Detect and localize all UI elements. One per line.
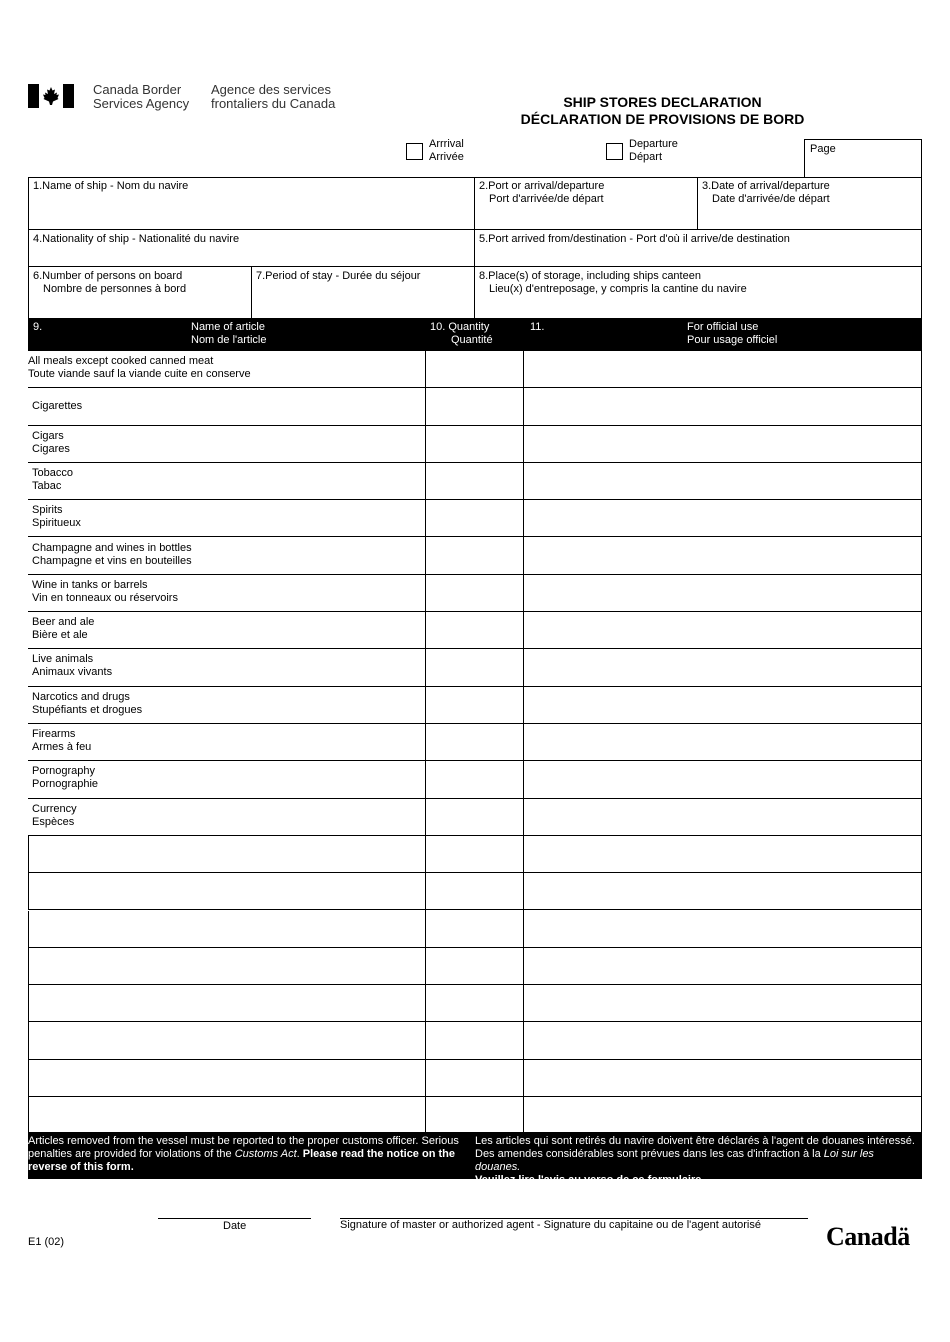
quantity-cell[interactable] xyxy=(426,351,523,387)
article-name-en: Firearms xyxy=(32,728,76,740)
article-name-cell[interactable] xyxy=(32,691,142,717)
persons-label-fr: Nombre de personnes à bord xyxy=(43,283,187,295)
table-row xyxy=(28,873,922,910)
article-name-fr: Champagne et vins en bouteilles xyxy=(32,554,192,567)
quantity-cell[interactable] xyxy=(426,575,523,611)
divider xyxy=(28,266,922,267)
official-use-cell[interactable] xyxy=(525,1022,922,1058)
notice-en-line3: reverse of this form. xyxy=(28,1161,134,1173)
quantity-cell[interactable] xyxy=(427,1022,524,1058)
article-name-en: Narcotics and drugs xyxy=(32,690,130,703)
persons-on-board-field[interactable] xyxy=(33,270,249,317)
quantity-cell[interactable] xyxy=(426,649,523,685)
storage-label-en: 8.Place(s) of storage, including ships canteen xyxy=(479,270,701,282)
table-row xyxy=(28,985,922,1022)
departure-label xyxy=(629,138,678,164)
quantity-cell[interactable] xyxy=(426,799,523,835)
article-name-en: Cigarettes xyxy=(32,400,83,413)
article-name-fr: Bière et ale xyxy=(32,629,88,642)
form-title-en: SHIP STORES DECLARATION xyxy=(563,94,762,110)
storage-place-field[interactable] xyxy=(479,270,920,317)
article-name-cell[interactable] xyxy=(28,355,251,381)
ship-name-field[interactable] xyxy=(33,180,471,226)
arrival-checkbox[interactable] xyxy=(406,143,423,160)
article-name-cell[interactable] xyxy=(32,542,192,568)
nationality-label: 4.Nationality of ship - Nationalité du navire xyxy=(33,233,240,245)
nationality-field[interactable] xyxy=(33,233,471,264)
page-label: Page xyxy=(810,143,836,155)
article-name-en: Wine in tanks or barrels xyxy=(32,578,148,591)
quantity-cell[interactable] xyxy=(426,612,523,648)
notice-en-bold: Please read the notice on the xyxy=(302,1148,455,1160)
agency-name-fr xyxy=(211,83,335,111)
article-name-en: Live animals xyxy=(32,653,94,666)
col9-number: 9. xyxy=(33,321,43,333)
official-use-cell[interactable] xyxy=(524,761,921,797)
table-row xyxy=(28,1060,922,1097)
date-field[interactable] xyxy=(702,180,920,226)
legal-notice-en xyxy=(28,1135,468,1174)
column-divider xyxy=(523,351,524,1132)
article-name-fr: Espèces xyxy=(32,815,75,828)
official-use-cell[interactable] xyxy=(525,911,922,947)
notice-fr-punct: . xyxy=(701,1174,705,1186)
table-right-border xyxy=(921,351,922,1132)
divider xyxy=(251,266,252,319)
quantity-cell[interactable] xyxy=(426,500,523,536)
port-label-fr: Port d'arrivée/de départ xyxy=(489,193,604,205)
quantity-cell[interactable] xyxy=(427,948,524,984)
article-name-fr: Tabac xyxy=(32,479,62,492)
article-name-cell[interactable] xyxy=(32,467,73,493)
period-of-stay-field[interactable] xyxy=(256,270,471,317)
divider xyxy=(28,229,922,230)
agency-en-line2: Services Agency xyxy=(93,96,190,111)
article-name-en: All meals except cooked canned meat xyxy=(28,355,214,367)
table-row xyxy=(28,426,922,463)
table-row xyxy=(28,1022,922,1059)
table-row xyxy=(28,575,922,612)
port-label-en: 2.Port or arrival/departure xyxy=(479,180,605,192)
official-use-cell[interactable] xyxy=(524,426,921,462)
article-name-fr: Vin en tonneaux ou réservoirs xyxy=(32,591,178,604)
agency-name-en xyxy=(93,83,189,111)
table-row xyxy=(28,948,922,985)
date-label: Date xyxy=(223,1220,247,1232)
official-use-cell[interactable] xyxy=(525,948,922,984)
page-number-field[interactable] xyxy=(804,139,922,178)
official-use-cell[interactable] xyxy=(525,1060,922,1096)
table-row xyxy=(28,351,922,388)
quantity-cell[interactable] xyxy=(427,985,524,1021)
article-name-fr: Animaux vivants xyxy=(32,666,113,679)
column-divider xyxy=(425,351,426,1132)
legal-notice-fr xyxy=(475,1135,922,1187)
quantity-cell[interactable] xyxy=(426,388,523,424)
quantity-cell[interactable] xyxy=(426,724,523,760)
form-title-fr: DÉCLARATION DE PROVISIONS DE BORD xyxy=(520,111,805,127)
arrival-label-fr: Arrivée xyxy=(429,151,464,163)
article-name-fr: Cigares xyxy=(32,442,70,455)
official-use-cell[interactable] xyxy=(524,687,921,723)
article-name-cell[interactable] xyxy=(32,430,70,456)
article-name-fr: Stupéfiants et drogues xyxy=(32,703,143,716)
quantity-cell[interactable] xyxy=(427,836,524,872)
col10-header-en: 10. Quantity xyxy=(430,321,490,333)
col10-header-fr: Quantité xyxy=(451,334,493,346)
notice-en-punct: . xyxy=(296,1148,303,1160)
table-row xyxy=(28,463,922,500)
article-name-fr: Spiritueux xyxy=(32,517,81,530)
table-row xyxy=(28,649,922,686)
quantity-cell[interactable] xyxy=(426,426,523,462)
date-line[interactable] xyxy=(158,1218,311,1219)
article-name-cell[interactable] xyxy=(32,579,178,605)
article-name-cell[interactable] xyxy=(32,400,82,413)
arrival-label-en: Arrrival xyxy=(429,138,464,150)
article-name-fr: Pornographie xyxy=(32,778,99,791)
col9-header-fr: Nom de l'article xyxy=(191,334,267,346)
article-name-en: Pornography xyxy=(32,765,95,778)
customs-act-reference: Customs Act xyxy=(234,1148,297,1160)
signature-label: Signature of master or authorized agent - Signature du capitaine ou de l'agent autorisé xyxy=(340,1219,761,1231)
official-use-cell[interactable] xyxy=(524,649,921,685)
quantity-cell[interactable] xyxy=(426,463,523,499)
article-name-cell[interactable] xyxy=(32,765,98,791)
period-of-stay-label: 7.Period of stay - Durée du séjour xyxy=(256,270,421,282)
official-use-cell[interactable] xyxy=(524,538,921,574)
canada-wordmark: Canadä xyxy=(826,1222,910,1251)
divider xyxy=(697,177,698,229)
table-row xyxy=(28,500,922,537)
ship-name-label: 1.Name of ship - Nom du navire xyxy=(33,180,189,192)
articles-table-header xyxy=(28,319,922,351)
notice-fr-line3: Veuillez lire l'avis au verso de ce formulaire xyxy=(475,1174,702,1186)
quantity-cell[interactable] xyxy=(426,761,523,797)
col11-number: 11. xyxy=(530,321,545,333)
article-name-cell[interactable] xyxy=(32,504,81,530)
article-name-en: Currency xyxy=(32,802,77,815)
official-use-cell[interactable] xyxy=(524,463,921,499)
official-use-cell[interactable] xyxy=(524,500,921,536)
table-row xyxy=(28,724,922,761)
notice-fr-line1: Les articles qui sont retirés du navire doivent être déclarés à l'agent de douanes intéressé. xyxy=(475,1135,915,1147)
table-row xyxy=(28,799,922,836)
quantity-cell[interactable] xyxy=(427,1097,524,1133)
port-from-to-label: 5.Port arrived from/destination - Port d'où il arrive/de destination xyxy=(479,233,790,245)
date-label-en: 3.Date of arrival/departure xyxy=(702,180,830,192)
departure-checkbox[interactable] xyxy=(606,143,623,160)
table-row xyxy=(28,1097,922,1134)
table-row xyxy=(28,612,922,649)
date-label-fr: Date d'arrivée/de départ xyxy=(712,193,830,205)
official-use-cell[interactable] xyxy=(525,985,922,1021)
departure-label-en: Departure xyxy=(629,138,678,150)
official-use-cell[interactable] xyxy=(524,575,921,611)
col11-header-fr: Pour usage officiel xyxy=(687,334,778,346)
article-name-cell[interactable] xyxy=(32,803,77,829)
quantity-cell[interactable] xyxy=(427,1060,524,1096)
table-row xyxy=(28,761,922,798)
persons-label-en: 6.Number of persons on board xyxy=(33,270,183,282)
agency-fr-line2: frontaliers du Canada xyxy=(211,96,336,111)
form-code: E1 (02) xyxy=(28,1236,65,1248)
notice-fr-line2 xyxy=(475,1148,922,1174)
loi-douanes-reference: Loi sur les douanes. xyxy=(475,1148,874,1173)
port-from-to-field[interactable] xyxy=(479,233,920,264)
quantity-cell[interactable] xyxy=(427,873,524,909)
article-name-en: Champagne and wines in bottles xyxy=(32,541,192,554)
port-field[interactable] xyxy=(479,180,694,226)
table-row xyxy=(28,836,922,873)
article-name-fr: Armes à feu xyxy=(32,741,92,753)
col9-header-en: Name of article xyxy=(191,321,265,333)
article-name-en: Cigars xyxy=(32,429,64,442)
quantity-cell[interactable] xyxy=(427,911,524,947)
table-row xyxy=(28,538,922,575)
canada-flag-icon xyxy=(28,84,74,108)
official-use-cell[interactable] xyxy=(524,724,921,760)
notice-en-line1: Articles removed from the vessel must be reported to the proper customs officer. Serious xyxy=(28,1135,459,1147)
agency-en-line1: Canada Border xyxy=(93,82,182,97)
article-name-en: Beer and ale xyxy=(32,616,95,629)
article-name-cell[interactable] xyxy=(32,616,94,642)
arrival-label xyxy=(429,138,464,164)
article-name-en: Tobacco xyxy=(32,466,73,479)
divider xyxy=(474,177,475,319)
table-row xyxy=(28,388,922,425)
article-name-cell[interactable] xyxy=(32,728,91,754)
legal-notice xyxy=(28,1132,922,1186)
official-use-cell[interactable] xyxy=(525,1097,922,1133)
article-name-en: Spirits xyxy=(32,504,63,517)
official-use-cell[interactable] xyxy=(525,836,922,872)
quantity-cell[interactable] xyxy=(426,538,523,574)
quantity-cell[interactable] xyxy=(426,687,523,723)
official-use-cell[interactable] xyxy=(524,388,921,424)
official-use-cell[interactable] xyxy=(524,351,921,387)
article-name-fr: Toute viande sauf la viande cuite en conserve xyxy=(28,368,251,380)
official-use-cell[interactable] xyxy=(524,612,921,648)
col11-header-en: For official use xyxy=(687,321,759,333)
storage-label-fr: Lieu(x) d'entreposage, y compris la cantine du navire xyxy=(489,283,747,295)
article-name-cell[interactable] xyxy=(32,653,112,679)
official-use-cell[interactable] xyxy=(525,873,922,909)
agency-fr-line1: Agence des services xyxy=(211,82,331,97)
notice-en-text: penalties are provided for violations of the xyxy=(28,1148,235,1160)
notice-en-line2 xyxy=(28,1148,468,1161)
notice-fr-text: Des amendes considérables sont prévues dans les cas d'infraction à la xyxy=(475,1148,824,1160)
official-use-cell[interactable] xyxy=(524,799,921,835)
table-row xyxy=(28,911,922,948)
departure-label-fr: Départ xyxy=(629,151,663,163)
table-row xyxy=(28,687,922,724)
